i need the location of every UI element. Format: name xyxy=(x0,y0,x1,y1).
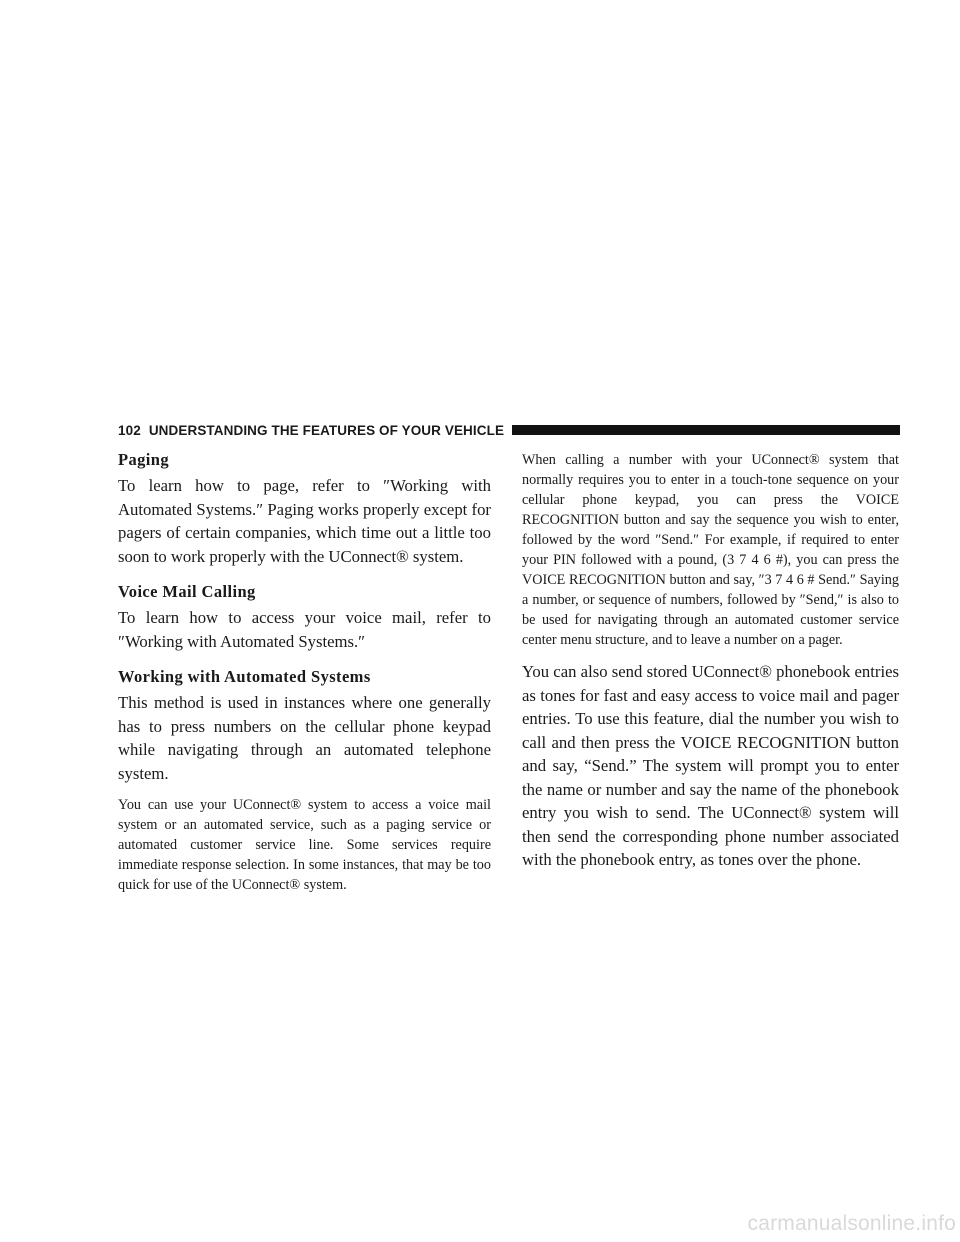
automated-systems-heading: Working with Automated Systems xyxy=(118,667,371,686)
page-number: 102 xyxy=(118,422,141,438)
paging-text: To learn how to page, refer to ″Working with Automated Systems.″ Paging works properly except for pagers of certain companies, which time out a little too soon to work properly with the UConnect® system. xyxy=(118,476,491,566)
section-title: UNDERSTANDING THE FEATURES OF YOUR VEHICLE xyxy=(148,422,505,438)
automated-systems-text: This method is used in instances where one generally has to press numbers on the cellular phone keypad while navigating through an automated telephone system. xyxy=(118,693,491,783)
header-rule xyxy=(512,425,900,435)
right-column xyxy=(522,450,899,872)
automated-systems-note: You can use your UConnect® system to access a voice mail system or an automated service, such as a paging service or automated customer service line. Some services require immediate response selection. In some instances, that may be too quick for use of the UConnect® system. xyxy=(118,797,491,893)
phonebook-tones-paragraph: You can also send stored UConnect® phonebook entries as tones for fast and easy access to voice mail and pager entries. To use this feature, dial the number you wish to call and then press the VOICE RECOGNITION button and say, “Send.” The system will prompt you to enter the name or number and say the name of the phonebook entry you wish to send. The UConnect® system will then send the corresponding phone number associated with the phonebook entry, as tones over the phone. xyxy=(522,662,899,869)
paging-heading: Paging xyxy=(118,450,169,469)
voice-mail-heading: Voice Mail Calling xyxy=(118,582,256,601)
page-header xyxy=(118,420,900,440)
left-column xyxy=(118,450,491,895)
touch-tone-paragraph: When calling a number with your UConnect® system that normally requires you to enter in a touch-tone sequence on your cellular phone keypad, you can press the VOICE RECOGNITION button and say the sequence you wish to enter, followed by the word ″Send.″ For example, if required to enter your PIN followed with a pound, (3 7 4 6 #), you can press the VOICE RECOGNITION button and say, ″3 7 4 6 # Send.″ Saying a number, or sequence of numbers, followed by ″Send,″ is also to be used for navigating through an automated customer service center menu structure, and to leave a number on a pager. xyxy=(522,452,899,648)
voice-mail-text: To learn how to access your voice mail, refer to ″Working with Automated Systems.″ xyxy=(118,608,491,651)
watermark-link[interactable]: carmanualsonline.info xyxy=(747,1212,956,1235)
